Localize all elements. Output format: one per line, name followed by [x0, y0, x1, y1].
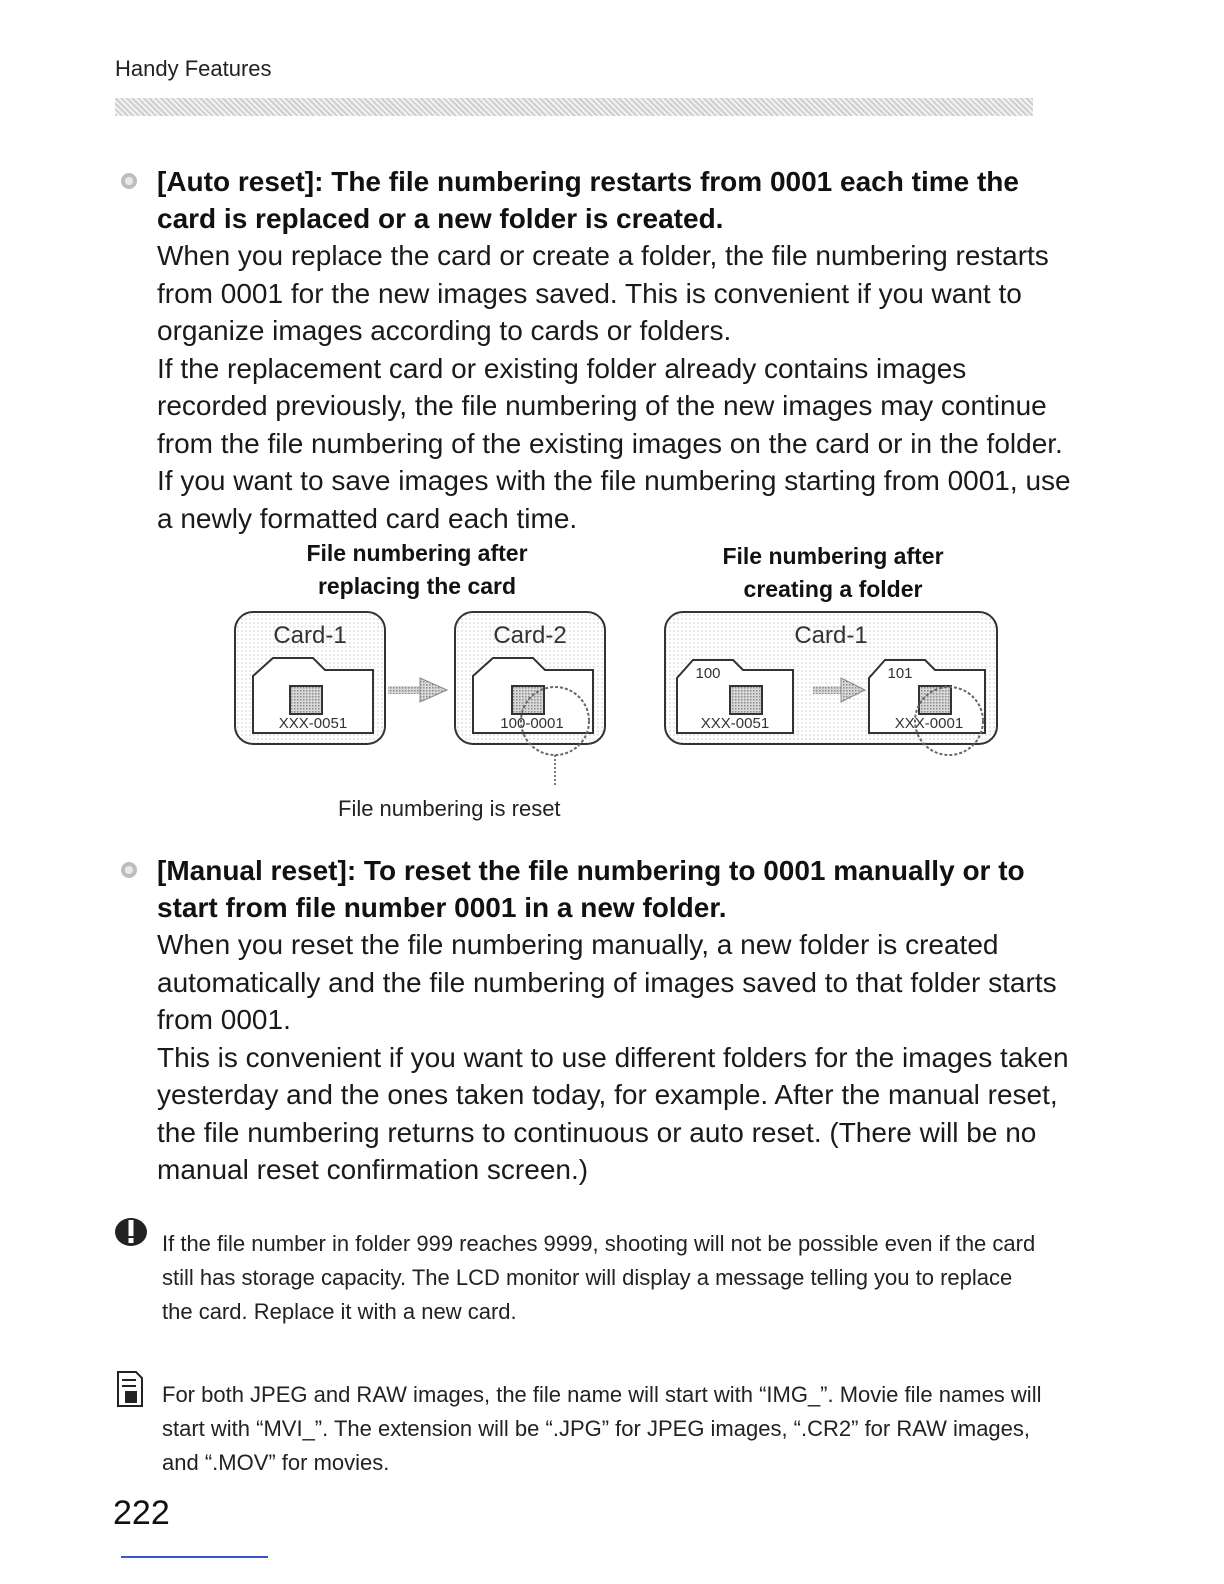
card-2-file: 100-0001	[500, 715, 564, 732]
image-icon	[290, 686, 322, 714]
caution-icon	[114, 1216, 148, 1248]
header-bar	[115, 98, 1033, 116]
card-1-file: XXX-0051	[278, 715, 348, 732]
diagram-title-create-folder: File numbering after creating a folder	[722, 543, 944, 602]
caution-note: If the file number in folder 999 reaches 9999, shooting will not be possible even if the card still has storage capacity. The LCD monitor will display a message telling you to replace the card. Replace it with a new card.	[162, 1231, 1036, 1324]
section-header: Handy Features	[115, 56, 272, 81]
card-3-icon	[665, 612, 997, 755]
arrow-right-icon	[388, 678, 447, 702]
manual-reset-section	[113, 852, 1073, 1189]
diagram-title-replace-card: File numbering after replacing the card	[306, 540, 528, 599]
figure-caption: File numbering is reset	[338, 796, 561, 821]
card-3-label: Card-1	[794, 622, 868, 649]
page-number: 222	[113, 1494, 170, 1532]
auto-reset-heading: [Auto reset]: The file numbering restarts from 0001 each time the card is replaced or a new folder is created.	[157, 166, 1019, 234]
card-2-label: Card-2	[493, 622, 567, 649]
manual-reset-heading: [Manual reset]: To reset the file numbering to 0001 manually or to start from file number 0001 in a new folder.	[157, 855, 1025, 923]
card-3-file-a: XXX-0051	[700, 715, 770, 732]
info-note: For both JPEG and RAW images, the file name will start with “IMG_”. Movie file names will start with “MVI_”. The extension will be “.JPG” for JPEG images, “.CR2” for RAW images, and “.MOV” for movies.	[162, 1382, 1042, 1475]
auto-reset-para-2: If the replacement card or existing folder already contains images recorded previously, the file numbering of the new images may continue from the file numbering of the existing images on the card or in the folder. If you want to save images with the file numbering starting from 0001, use a newly formatted card each time.	[157, 352, 1071, 534]
page-underline	[121, 1556, 268, 1558]
auto-reset-para-1: When you replace the card or create a folder, the file numbering restarts from 0001 for the new images saved. This is convenient if you want to organize images according to cards or folders.	[157, 240, 1049, 346]
folder-100-label: 100	[695, 665, 721, 682]
auto-reset-section	[113, 163, 1073, 537]
image-icon	[512, 686, 544, 714]
image-icon	[730, 686, 762, 714]
bullet-icon	[121, 862, 137, 878]
card-1-icon	[235, 612, 385, 744]
manual-reset-para-1: When you reset the file numbering manually, a new folder is created automatically and the file numbering of images saved to that folder starts from 0001.	[157, 929, 1057, 1035]
memo-icon	[116, 1370, 144, 1408]
folder-101-label: 101	[887, 665, 913, 682]
bullet-icon	[121, 173, 137, 189]
manual-reset-para-2: This is convenient if you want to use different folders for the images taken yesterday and the ones taken today, for example. After the manual reset, the file numbering returns to continuous or auto reset. (There will be no manual reset confirmation screen.)	[157, 1041, 1069, 1185]
file-numbering-diagram	[225, 606, 1005, 786]
card-1-label: Card-1	[273, 622, 347, 649]
card-3-file-b: XXX-0001	[894, 715, 964, 732]
card-2-icon	[455, 612, 605, 786]
